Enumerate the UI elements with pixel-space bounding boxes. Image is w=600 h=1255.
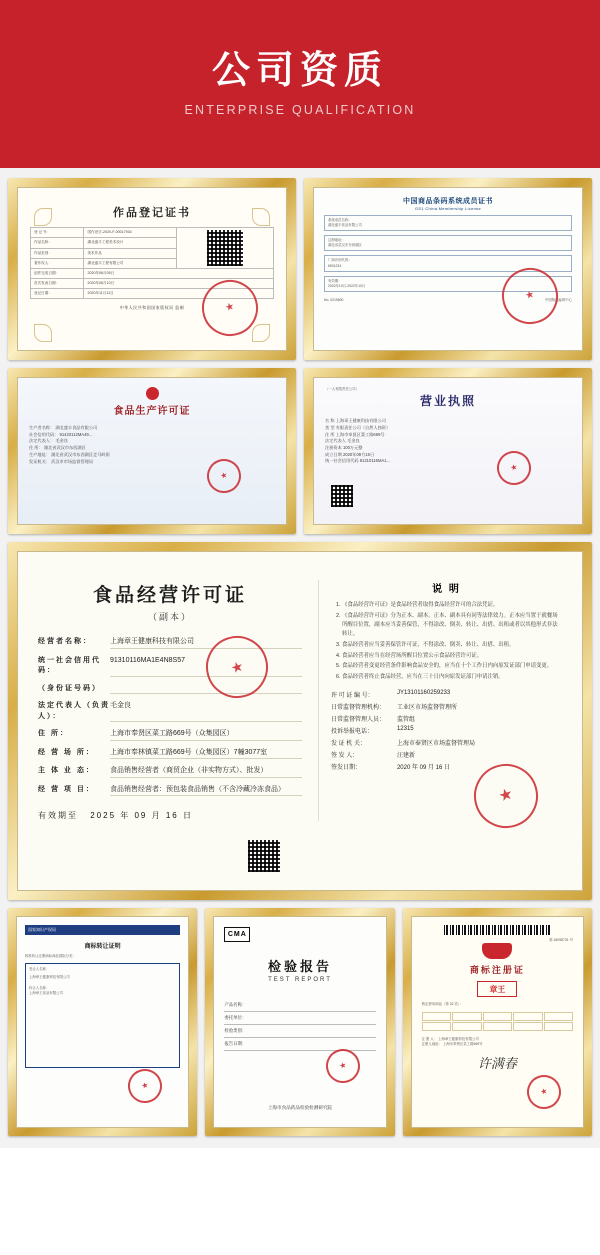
field-value: 上海章王健康科技有限公司	[29, 975, 70, 980]
field-label: 统一社会信用代码：	[38, 656, 101, 674]
field-label: 生产者名称：	[29, 425, 55, 430]
field-label: 注册地址：	[328, 238, 345, 243]
certificate-card-main[interactable]	[8, 542, 592, 900]
field-row	[38, 785, 302, 797]
field-value: 湖北盛丰食品有限公司	[328, 223, 362, 228]
corner-ornament-icon	[34, 208, 52, 226]
field-label: 社会信用代码：	[29, 431, 59, 437]
gallery-row-2	[8, 368, 592, 534]
barcode-icon	[444, 925, 550, 935]
field-row	[38, 766, 302, 778]
field-label: 法定代表人（负责人）：	[38, 702, 110, 720]
field-row	[38, 748, 302, 760]
table-cell	[483, 1012, 512, 1021]
field-value: 毛金良	[55, 438, 68, 444]
page-title: 公司资质	[211, 50, 388, 93]
field-label: 检验类别：	[224, 1028, 247, 1033]
certificate-title: 作品登记证书	[113, 207, 191, 219]
main-certificate-right	[318, 580, 562, 821]
field-value: 武汉市市场监督管理局	[51, 458, 94, 464]
certificate-header: 国家知识产权局	[25, 925, 180, 935]
field-label: 注册人地址：	[421, 1042, 442, 1047]
field-value: 湖北盛丰工程美术设计	[84, 238, 176, 248]
field-row	[331, 702, 562, 711]
field-label: 生产地址：	[29, 451, 50, 457]
field-label: 委托单位：	[224, 1015, 247, 1020]
field-label: 注册资本	[325, 444, 342, 450]
field-row	[331, 714, 562, 723]
star-icon: ★	[496, 785, 516, 806]
note-item: 2. 《食品经营许可证》分为正本、副本。正本、副本具有同等法律效力。正本应当置于就餐场所醒目位置，副本应当妥善保管，不得涂改、倒卖、转让、出借、出租或者以其他形式非法转让。	[342, 612, 562, 639]
field-label: 经 营 项 目：	[38, 785, 95, 793]
field-value: 91420112MA49...	[59, 431, 93, 437]
field-row	[331, 726, 562, 735]
certificate-gallery	[0, 168, 600, 1148]
certificate-title: 商标转让证明	[84, 944, 121, 950]
signature: 许满春	[477, 1056, 517, 1072]
field-value: 上海市奉贤区市场监督管理局	[396, 741, 475, 748]
field-label: 有效期：	[328, 278, 342, 283]
field-value: 91310116MA1E4N8S57	[110, 656, 302, 677]
table-cell	[422, 1022, 451, 1031]
field-value: 6901234	[328, 263, 342, 268]
field-value: 2020年09月16日	[342, 451, 375, 457]
field-value: 12315	[396, 726, 414, 733]
field-value: JY13101160259233	[396, 690, 451, 697]
field-label: 登记日期：	[31, 289, 84, 299]
field-value: 毛金良	[110, 701, 302, 722]
field-label: 创作完成日期：	[31, 269, 84, 279]
gallery-row-3	[8, 542, 592, 900]
certificate-title-en: GS1 China Membership License	[415, 206, 481, 211]
qr-code-icon	[207, 230, 243, 266]
field-value: 上海市奉贤区菜工路669号	[335, 431, 385, 437]
page-banner	[0, 0, 600, 168]
field-label: 发证机关：	[29, 458, 50, 464]
field-value: 2020年06月10日	[84, 279, 274, 289]
qr-code-icon	[248, 840, 280, 872]
field-label: 报告日期：	[224, 1041, 247, 1046]
field-row	[38, 637, 302, 649]
official-seal	[124, 1065, 166, 1107]
field-row	[224, 1038, 375, 1051]
field-label: 住 所	[325, 431, 335, 437]
gold-frame	[304, 178, 592, 360]
field-value: 国作登字-2020-F-00017934	[84, 228, 176, 238]
national-emblem-icon	[482, 943, 512, 959]
field-label: 登 记 号：	[31, 228, 84, 238]
field-row	[422, 1042, 573, 1047]
field-value: 上海章王健康科技有限公司	[335, 418, 386, 424]
field-label: 签发日期：	[330, 765, 361, 772]
certificate-title: 营业执照	[419, 394, 476, 409]
field-value: 汪建新	[396, 753, 415, 760]
certificate-footer: 上海市食品药品检验检测研究院	[267, 1105, 333, 1110]
table-cell	[422, 1012, 451, 1021]
field-label: 发 证 机 关：	[330, 741, 366, 748]
certificate-issuer: 中国物品编码中心	[544, 297, 572, 302]
certificate-card[interactable]	[8, 368, 296, 534]
official-seal	[523, 1071, 565, 1113]
field-row	[325, 458, 571, 465]
official-seal	[322, 1045, 364, 1087]
field-label: 核准转让注册商标商品国际分类：	[25, 954, 76, 958]
field-value: 上海章王健康科技有限公司	[110, 637, 302, 649]
field-row	[331, 690, 562, 699]
field-value: 上海章王健康科技有限公司	[438, 1037, 479, 1042]
field-label: 法定代表人：	[29, 438, 55, 444]
field-row	[331, 738, 562, 747]
field-value: 湖北省武汉市东西湖区走马岭街	[51, 451, 110, 457]
field-value: 毛金良	[347, 438, 360, 444]
table-cell	[544, 1022, 573, 1031]
field-row	[38, 701, 302, 722]
star-icon: ★	[524, 288, 536, 303]
field-value: 食品销售经营者：预包装食品销售（不含冷藏冷冻食品）	[110, 785, 302, 797]
note-item: 6. 食品经营者终止食品经营，应当在三十日内向原发证部门申请注销。	[342, 673, 562, 682]
field-row	[38, 729, 302, 741]
field-label: 住 所：	[38, 730, 69, 737]
field-label: 住 所：	[29, 445, 43, 451]
field-value: 上海章王食品有限公司	[29, 991, 63, 996]
field-value: 2020 年 09 月 16 日	[396, 765, 450, 772]
certificate-card[interactable]	[304, 178, 592, 360]
field-row	[325, 425, 571, 432]
field-label: 统一社会信用代码	[325, 458, 359, 464]
certificate-card[interactable]	[304, 368, 592, 534]
table-cell	[452, 1012, 481, 1021]
certificate-title: 食品经营许可证	[92, 585, 247, 606]
certificate-number: No. 0219600	[324, 297, 344, 302]
field-row	[29, 452, 275, 459]
certificate-title-en: TEST REPORT	[268, 977, 332, 983]
field-value: 有限责任公司（自然人独资）	[335, 424, 391, 430]
star-icon: ★	[140, 1080, 150, 1091]
certificate-subtitle: （一人有限责任公司）	[325, 387, 359, 391]
official-seal	[495, 261, 564, 330]
notes-heading: 说 明	[432, 584, 461, 595]
certificate-number: 第 18098731 号	[549, 938, 573, 942]
validity-label: 有效期至	[38, 811, 78, 820]
table-cell	[513, 1022, 542, 1031]
gold-frame	[403, 908, 592, 1136]
field-label: 日常监督管理机构：	[330, 705, 385, 712]
national-emblem-icon	[146, 387, 159, 400]
page-subtitle: ENTERPRISE QUALIFICATION	[184, 102, 416, 117]
field-row	[331, 762, 562, 771]
certificate-body	[313, 187, 583, 351]
field-row	[224, 1012, 375, 1025]
star-icon: ★	[337, 1060, 348, 1071]
field-label: 作品类别：	[31, 248, 84, 258]
cma-badge-icon: CMA	[224, 927, 250, 942]
field-value: 100万元整	[342, 444, 363, 450]
star-icon: ★	[509, 462, 519, 473]
corner-ornament-icon	[252, 324, 270, 342]
validity-value: 2025 年 09 月 16 日	[90, 811, 193, 820]
field-row	[29, 425, 275, 432]
table-cell	[544, 1012, 573, 1021]
note-item: 3. 食品经营者应当妥善保管许可证，不得涂改、倒卖、转让、出借、出租。	[342, 641, 562, 650]
field-label: 系统成员名称：	[328, 218, 352, 222]
field-row	[29, 459, 275, 466]
field-label: 著作权人：	[31, 258, 84, 268]
certificate-body	[213, 916, 386, 1128]
certificate-title: 中国商品条码系统成员证书	[403, 198, 493, 205]
field-label: 成立日期	[325, 451, 342, 457]
corner-ornament-icon	[252, 208, 270, 226]
certificate-body	[16, 916, 189, 1128]
certificate-body	[17, 187, 287, 351]
note-item: 5. 食品经营者变更经营条件影响食品安全的，应当在十个工作日内向原发证部门申请变更。	[342, 662, 562, 671]
field-label: 主 体 业 态：	[38, 767, 95, 774]
table-cell	[513, 1012, 542, 1021]
field-value: 湖北省武汉市东西湖区	[43, 445, 86, 451]
field-value: 美术作品	[84, 248, 176, 258]
corner-ornament-icon	[34, 324, 52, 342]
star-icon: ★	[539, 1086, 549, 1097]
field-row	[325, 418, 571, 425]
field-value: 2020年11月11日	[84, 289, 274, 299]
field-label: 投诉举报电话：	[330, 729, 373, 736]
field-row	[224, 999, 375, 1012]
field-value: 上海市奉贤区菜工路669号（众集园区）	[110, 729, 302, 741]
field-value: 2020年06月05日	[84, 269, 274, 279]
gold-frame	[304, 368, 592, 534]
certificate-card[interactable]	[205, 908, 394, 1136]
field-value: 上海市奉林镇菜工路669号（众集园区）7幢3077室	[110, 748, 302, 760]
validity-row	[38, 810, 302, 821]
field-row	[224, 1025, 375, 1038]
field-row	[325, 432, 571, 439]
star-icon: ★	[219, 470, 229, 481]
field-row	[29, 445, 275, 452]
table-cell	[483, 1022, 512, 1031]
certificate-title: 检验报告	[267, 959, 332, 974]
field-value: 食品销售经营者（商贸企业（非实物方式）、批发）	[110, 766, 302, 778]
field-value: 湖北盛丰工程有限公司	[84, 258, 176, 268]
certificate-body	[17, 551, 583, 891]
field-value: 上海市奉贤区菜工路669号	[442, 1042, 483, 1047]
field-label: 厂商识别代码：	[328, 258, 352, 263]
field-label: 经营者名称：	[38, 638, 92, 645]
field-label: 签 发 人：	[330, 753, 359, 760]
field-label: 类 型	[325, 424, 335, 430]
certificate-title: 商标注册证	[469, 965, 525, 976]
field-label: 经 营 场 所：	[38, 748, 95, 756]
certificate-title: 食品生产许可证	[113, 406, 191, 417]
goods-class-table	[422, 1012, 573, 1031]
field-label: 作品名称：	[31, 238, 84, 248]
gold-frame	[8, 908, 197, 1136]
trademark-mark: 章王	[477, 981, 517, 997]
main-certificate-left	[38, 580, 302, 821]
field-value: 工业区市场监督管理所	[396, 705, 457, 712]
field-value: 湖北盛丰食品有限公司	[55, 425, 98, 430]
field-label: 注 册 人：	[421, 1037, 438, 1042]
field-value: 91310116MA1...	[359, 458, 391, 464]
star-icon: ★	[224, 300, 236, 315]
certificate-body	[17, 377, 287, 525]
certificate-card[interactable]	[403, 908, 592, 1136]
table-cell	[452, 1022, 481, 1031]
star-icon: ★	[228, 657, 246, 677]
field-value: 湖北省武汉市东西湖区	[328, 243, 362, 248]
qr-code-icon	[331, 485, 353, 507]
field-label: 产品名称：	[224, 1002, 247, 1007]
field-row	[325, 438, 571, 445]
field-label: 核定使用商品（第 32 类）：	[421, 1002, 463, 1007]
field-value: 监管组	[396, 717, 415, 724]
notes-list	[331, 601, 562, 682]
field-label: 日常监督管理人员：	[330, 717, 385, 724]
note-item: 4. 食品经营者应当在经营场所醒目位置公示食品经营许可证。	[342, 652, 562, 661]
field-label: 名 称	[325, 418, 335, 424]
certificate-body	[313, 377, 583, 525]
field-value	[110, 684, 302, 695]
field-label: 受让人名称：	[29, 967, 50, 972]
gallery-row-1	[8, 178, 592, 360]
gallery-row-4	[8, 908, 592, 1136]
field-label: 许 可 证 编 号：	[330, 693, 374, 700]
content-box	[25, 963, 180, 1068]
field-row	[331, 750, 562, 759]
field-label: 首次发表日期：	[31, 279, 84, 289]
certificate-body	[411, 916, 584, 1128]
certificate-card[interactable]	[8, 178, 296, 360]
gold-frame	[8, 542, 592, 900]
certificate-card[interactable]	[8, 908, 197, 1136]
gold-frame	[8, 368, 296, 534]
note-item: 1. 《食品经营许可证》是食品经营者取得食品经营许可的合法凭证。	[342, 601, 562, 610]
field-row	[325, 445, 571, 452]
field-label: 法定代表人	[325, 438, 346, 444]
certificate-footer: 中华人民共和国国家版权局 监制	[119, 305, 185, 310]
gold-frame	[8, 178, 296, 360]
field-label: 转让人名称：	[29, 986, 50, 991]
field-label: （身份证号码）	[38, 684, 101, 692]
certificate-subtitle: （副本）	[147, 612, 192, 622]
field-value: 2020年10月-2022年10月	[328, 283, 366, 288]
gold-frame	[205, 908, 394, 1136]
